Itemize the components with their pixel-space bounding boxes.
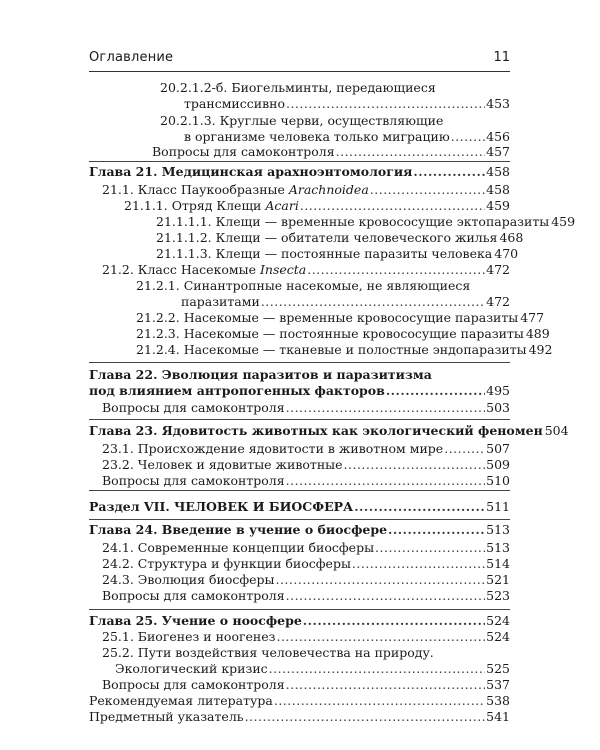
toc-entry[interactable] (89, 326, 550, 342)
toc-entry-page: 507 (486, 441, 510, 456)
leader-dots (444, 441, 485, 457)
toc-entry-text: трансмиссивно (184, 96, 285, 111)
toc-entry-text: под влиянием антропогенных факторов (89, 383, 385, 398)
toc-entry[interactable] (89, 182, 510, 198)
leader-dots (344, 457, 486, 473)
toc-entry-page: 492 (528, 342, 553, 357)
leader-dots (386, 383, 485, 399)
leader-dots (286, 677, 486, 693)
toc-entry[interactable] (89, 645, 510, 677)
leader-dots (286, 96, 485, 112)
toc-chapter-entry[interactable] (89, 522, 510, 538)
toc-entry[interactable] (89, 246, 519, 262)
toc-entry[interactable] (89, 677, 510, 693)
toc-entry[interactable] (89, 556, 510, 572)
toc-entry-text: паразитами (181, 294, 260, 309)
toc-entry[interactable] (89, 540, 510, 556)
toc-entry-page: 459 (486, 198, 510, 213)
leader-dots (352, 556, 485, 572)
toc-entry-page: 509 (486, 457, 510, 472)
toc-entry-text: Рекомендуемая литература (89, 693, 273, 708)
toc-entry-text: 21.1.1.2. Клещи — обитатели человеческого жилья (156, 230, 498, 245)
toc-entry[interactable] (89, 457, 510, 473)
toc-entry-text-line1: 20.2.1.2-б. Биогельминты, передающиеся (160, 80, 436, 95)
toc-entry-text-line1: 25.2. Пути воздействия человечества на природу. (102, 645, 434, 660)
toc-entry[interactable] (89, 310, 545, 326)
leader-dots (370, 182, 485, 198)
toc-entry[interactable] (89, 441, 510, 457)
toc-entry-text-line1: 21.2.1. Синантропные насекомые, не являющиеся (136, 278, 471, 293)
chapter-divider (89, 362, 510, 363)
toc-entry[interactable] (89, 144, 510, 160)
chapter-divider (89, 419, 510, 420)
toc-entry[interactable] (89, 278, 510, 310)
toc-entry-text: Глава 23. Ядовитость животных как экологический феномен (89, 423, 543, 438)
toc-entry-page: 472 (486, 294, 510, 309)
toc-entry-page: 489 (525, 326, 550, 341)
toc-entry-text: Экологический кризис (115, 661, 268, 676)
leader-dots (276, 629, 485, 645)
toc-entry-text-line1: 20.2.1.3. Круглые черви, осуществляющие (160, 113, 444, 128)
header-page-number: 11 (493, 50, 510, 65)
toc-entry-text: Вопросы для самоконтроля (102, 588, 285, 603)
toc-entry-text: Глава 21. Медицинская арахноэнтомология (89, 164, 413, 179)
toc-entry-page: 537 (486, 677, 510, 692)
chapter-divider (89, 519, 510, 520)
toc-entry[interactable] (89, 400, 510, 416)
toc-entry[interactable] (89, 113, 510, 145)
toc-entry[interactable] (89, 214, 576, 230)
toc-entry[interactable] (89, 262, 510, 278)
leader-dots (451, 129, 485, 145)
toc-entry-text: в организме человека только миграцию (184, 129, 450, 144)
toc-entry-text: Предметный указатель (89, 709, 244, 724)
toc-entry-text: 21.1.1. Отряд Клещи (124, 198, 266, 213)
toc-entry-page: 456 (486, 129, 510, 144)
toc-entry[interactable] (89, 198, 510, 214)
toc-entry[interactable] (89, 709, 510, 725)
toc-entry-text: 24.1. Современные концепции биосферы (102, 540, 375, 555)
toc-chapter-entry[interactable] (89, 423, 569, 439)
leader-dots (413, 164, 485, 180)
toc-entry-page: 511 (486, 499, 510, 514)
toc-entry-text-line1: Глава 22. Эволюция паразитов и паразитизма (89, 367, 432, 382)
toc-entry-text: 21.2. Класс Насекомые (102, 262, 260, 277)
leader-dots (307, 262, 485, 278)
toc-entry-page: 459 (551, 214, 576, 229)
toc-entry-text: Вопросы для самоконтроля (152, 144, 335, 159)
toc-entry-page: 525 (486, 661, 510, 676)
leader-dots (245, 709, 486, 725)
leader-dots (388, 522, 485, 538)
toc-entry-text: 23.1. Происхождение ядовитости в животном мире (102, 441, 444, 456)
toc-entry-page: 495 (486, 383, 510, 398)
toc-chapter-entry[interactable] (89, 164, 510, 180)
toc-entry-page: 458 (486, 182, 510, 197)
toc-entry-page: 477 (520, 310, 545, 325)
leader-dots (269, 661, 485, 677)
toc-entry-page: 503 (486, 400, 510, 415)
toc-entry[interactable] (89, 230, 524, 246)
toc-entry[interactable] (89, 342, 553, 358)
toc-entry-page: 524 (486, 629, 510, 644)
leader-dots (261, 294, 485, 310)
toc-entry-page: 514 (486, 556, 510, 571)
toc-entry-page: 524 (486, 613, 510, 628)
toc-entry-page: 510 (486, 473, 510, 488)
toc-entry-text: 21.1. Класс Паукообразные (102, 182, 289, 197)
leader-dots (375, 540, 485, 556)
leader-dots (286, 588, 486, 604)
toc-entry-page: 504 (544, 423, 569, 438)
toc-entry-page: 538 (486, 693, 510, 708)
toc-entry-page: 521 (486, 572, 510, 587)
toc-entry-page: 523 (486, 588, 510, 603)
toc-entry-page: 457 (486, 144, 510, 159)
toc-entry[interactable] (89, 473, 510, 489)
toc-chapter-entry[interactable] (89, 367, 510, 399)
toc-entry-page: 470 (494, 246, 519, 261)
chapter-divider (89, 609, 510, 610)
toc-entry-page: 513 (486, 522, 510, 537)
toc-entry-latin: Insecta (259, 262, 307, 277)
toc-entry-text: Глава 24. Введение в учение о биосфере (89, 522, 388, 537)
toc-entry[interactable] (89, 693, 510, 709)
toc-entry-page: 468 (499, 230, 524, 245)
toc-entry-latin: Arachnoidea (288, 182, 369, 197)
header-title: Оглавление (89, 50, 174, 65)
toc-entry-text: 21.2.4. Насекомые — тканевые и полостные эндопаразиты (136, 342, 527, 357)
header-rule (89, 71, 510, 72)
leader-dots (354, 499, 485, 515)
toc-entry[interactable] (89, 572, 510, 588)
toc-entry[interactable] (89, 629, 510, 645)
running-header (89, 50, 510, 68)
toc-entry-page: 472 (486, 262, 510, 277)
toc-entry-text: Глава 25. Учение о ноосфере (89, 613, 302, 628)
chapter-divider (89, 161, 510, 162)
toc-entry-text: Вопросы для самоконтроля (102, 400, 285, 415)
toc-entry-text: 24.3. Эволюция биосферы (102, 572, 275, 587)
toc-entry-text: 24.2. Структура и функции биосферы (102, 556, 351, 571)
toc-entry[interactable] (89, 80, 510, 112)
toc-entry-text: Вопросы для самоконтроля (102, 677, 285, 692)
toc-entry-text: 21.2.3. Насекомые — постоянные кровососущие паразиты (136, 326, 524, 341)
toc-entry-page: 453 (486, 96, 510, 111)
toc-entry-text: 21.2.2. Насекомые — временные кровососущие паразиты (136, 310, 519, 325)
toc-entry[interactable] (89, 588, 510, 604)
leader-dots (336, 144, 486, 160)
chapter-divider (89, 490, 510, 491)
toc-entry-text: Раздел VII. ЧЕЛОВЕК И БИОСФЕРА (89, 499, 354, 514)
leader-dots (286, 473, 486, 489)
leader-dots (274, 693, 485, 709)
leader-dots (300, 198, 485, 214)
toc-entry-text: 21.1.1.3. Клещи — постоянные паразиты человека (156, 246, 493, 261)
toc-entry-page: 458 (486, 164, 510, 179)
toc-entry-latin: Acari (265, 198, 299, 213)
toc-entry-text: Вопросы для самоконтроля (102, 473, 285, 488)
toc-entry-page: 541 (486, 709, 510, 724)
toc-entry-text: 21.1.1.1. Клещи — временные кровососущие эктопаразиты (156, 214, 550, 229)
toc-entry-text: 25.1. Биогенез и ноогенез (102, 629, 276, 644)
leader-dots (275, 572, 485, 588)
toc-chapter-entry[interactable] (89, 613, 510, 629)
toc-section-entry[interactable] (89, 499, 510, 515)
toc-entry-text: 23.2. Человек и ядовитые животные (102, 457, 343, 472)
leader-dots (303, 613, 485, 629)
toc-entry-page: 513 (486, 540, 510, 555)
leader-dots (286, 400, 486, 416)
